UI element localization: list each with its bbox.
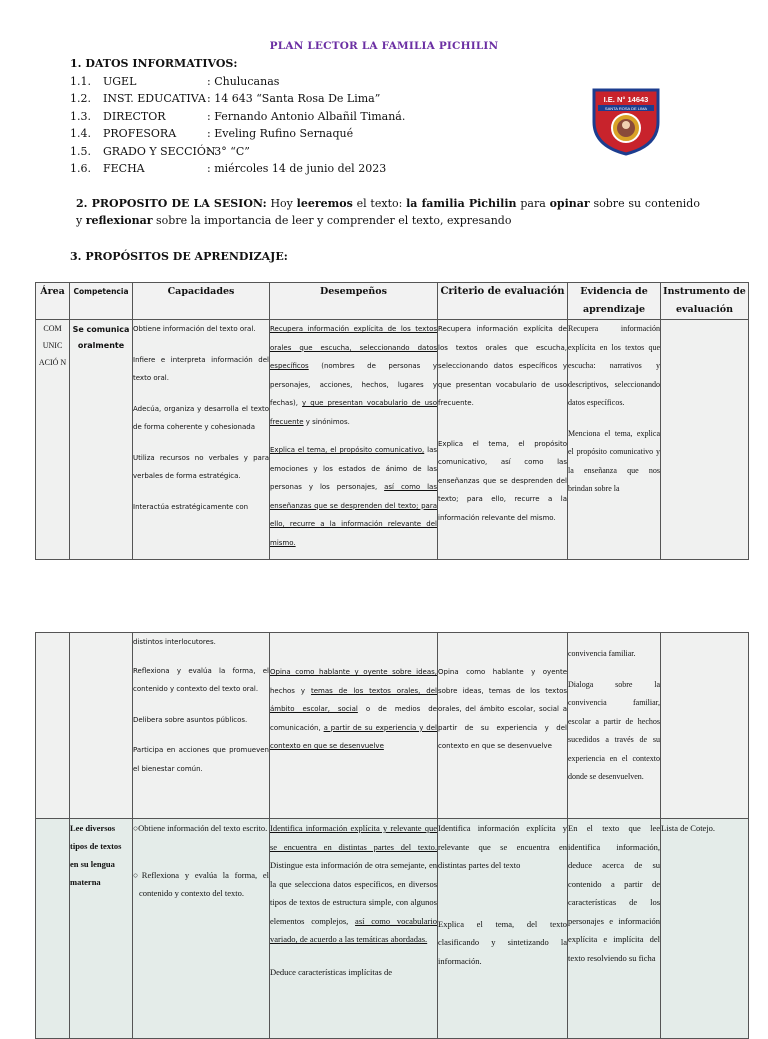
criterio-item: Identifica información explícita y relevante que se encuentra en distintas partes del texto	[438, 823, 567, 870]
logo-subtext: SANTA ROSA DE LIMA	[604, 106, 648, 111]
info-key: GRADO Y SECCIÓN	[103, 144, 216, 158]
info-number: 1.3.	[70, 109, 91, 123]
capacidad-item: Reflexiona y evalúa la forma, el contenido y contexto del texto oral.	[133, 666, 269, 693]
logo-text: I.E. N° 14643	[603, 95, 649, 104]
proposito-text: sobre la importancia de leer y comprender el texto, expresando	[152, 214, 512, 227]
proposito-bold: reflexionar	[85, 214, 153, 227]
header-area: Área	[36, 283, 70, 320]
info-key: INST. EDUCATIVA	[103, 92, 206, 106]
info-row	[70, 143, 405, 160]
header-desempenos: Desempeños	[270, 283, 438, 320]
cell-area	[36, 819, 70, 1039]
cell-competencia	[70, 633, 133, 819]
desempeno-underlined: así como las enseñanzas que se desprenden del texto; para ello, recurre a la información relevante del mismo.	[270, 483, 437, 547]
capacidad-item	[133, 866, 269, 903]
info-value: : Fernando Antonio Albañil Timaná.	[207, 109, 406, 123]
evidencia-item: Menciona el tema, explica el propósito comunicativo y la enseñanza que nos brindan sobre la	[568, 428, 660, 493]
capacidad-item: distintos interlocutores.	[133, 638, 216, 646]
criterio-item: Recupera información explícita de los textos orales que escucha, seleccionando datos específicos y que presentan vocabulario de uso frecuente.	[438, 325, 567, 407]
capacidad-item: Obtiene información del texto oral.	[133, 325, 256, 333]
evidencia-item: convivencia familiar.	[568, 649, 636, 658]
proposito-bold: opinar	[549, 197, 590, 210]
criterio-item: Explica el tema, el propósito comunicativo, así como las enseñanzas que se desprenden del texto; para ello, recurre a la información relevante del mismo.	[438, 439, 567, 522]
header-criterio: Criterio de evaluación	[438, 283, 568, 320]
cell-instrumento	[661, 633, 749, 819]
table-row	[36, 633, 749, 819]
proposito-text: el texto:	[352, 197, 407, 210]
info-value: : Eveling Rufino Sernaqué	[207, 127, 354, 141]
info-row	[70, 90, 405, 107]
capacidad-item: Adecúa, organiza y desarrolla el texto de forma coherente y cohesionada	[133, 404, 269, 431]
cell-criterio	[438, 819, 568, 1039]
info-row	[70, 108, 405, 125]
cell-desempenos	[270, 320, 438, 560]
proposito-bold: la familia Pichilin	[406, 197, 517, 210]
desempeno-text: Distingue esta información de otra semejante, en la que selecciona datos específicos, en diversos tipos de textos de estructura simple, con algunos elementos complejos,	[270, 860, 437, 926]
evidencia-item: Dialoga sobre la convivencia familiar, escolar a partir de hechos sucedidos a través de su experiencia en el contexto donde se desenvuelven.	[568, 679, 660, 781]
desempeno-underlined: a partir de su experiencia y del contexto en que se desenvuelve	[270, 723, 437, 750]
cell-evidencia	[568, 633, 661, 819]
info-key: FECHA	[103, 162, 145, 176]
desempeno-text: (nombres de personas y personajes, acciones, hechos, lugares y fechas),	[270, 362, 437, 407]
cell-desempenos	[270, 819, 438, 1039]
capacidad-text: Reflexiona y evalúa la forma, el contenido y contexto del texto.	[139, 869, 269, 898]
info-number: 1.5.	[70, 144, 91, 158]
proposito-text: sobre su contenido y	[76, 197, 700, 227]
header-capacidades: Capacidades	[133, 283, 270, 320]
header-evidencia: Evidencia de aprendizaje	[568, 283, 661, 320]
desempeno-underlined: Identifica información explícita y relevante que se encuentra en distintas partes del texto.	[270, 823, 437, 852]
info-number: 1.6.	[70, 162, 91, 176]
capacidad-item: Interactúa estratégicamente con	[133, 502, 249, 511]
info-number: 1.2.	[70, 92, 91, 106]
criterio-item: Explica el tema, del texto clasificando y sintetizando la información.	[438, 918, 567, 966]
cell-instrumento	[661, 320, 749, 560]
proposito-text: para	[516, 197, 550, 210]
header-competencia: Competencia	[70, 283, 133, 320]
header-instrumento: Instrumento de evaluación	[661, 283, 749, 320]
desempeno-underlined: temas de los textos orales, del ámbito escolar, social	[270, 686, 437, 713]
capacidad-text: Obtiene información del texto escrito.	[138, 823, 268, 833]
desempeno-text: Deduce características implícitas de	[270, 966, 393, 977]
desempeno-text: las emociones y los estados de ánimo de las personas y los personajes,	[270, 446, 438, 491]
info-row	[70, 160, 405, 177]
desempeno-underlined: y que presentan vocabulario de uso frecuente	[270, 399, 437, 426]
cell-area: COM UNIC ACIÓ N	[36, 320, 70, 560]
cell-evidencia	[568, 819, 661, 1039]
table-row	[36, 819, 749, 1039]
section-propositos-heading: 3. PROPÓSITOS DE APRENDIZAJE:	[70, 250, 288, 263]
table-row	[36, 320, 749, 560]
cell-capacidades	[133, 633, 270, 819]
bullet-icon: ○	[133, 869, 142, 880]
cell-competencia: Se comunica oralmente	[70, 320, 133, 560]
cell-competencia: Lee diversos tipos de textos en su lengua materna	[70, 819, 133, 1039]
desempeno-underlined: Recupera información explícita de los textos orales que escucha, seleccionando datos específicos	[270, 325, 437, 370]
section-datos-heading: 1. DATOS INFORMATIVOS:	[70, 57, 238, 70]
learning-table-2	[35, 632, 749, 1039]
info-key: UGEL	[103, 75, 137, 88]
info-value: : Chulucanas	[207, 75, 280, 88]
school-logo	[590, 84, 662, 156]
capacidad-item: Infiere e interpreta información del texto oral.	[133, 355, 269, 382]
desempeno-underlined: Explica el tema, el propósito comunicativo,	[270, 446, 425, 454]
info-value: : miércoles 14 de junio del 2023	[207, 162, 387, 176]
desempeno-text: hechos y	[270, 686, 311, 695]
info-value: : 3° “C”	[207, 144, 250, 158]
capacidad-item	[133, 819, 269, 838]
proposito-label: 2. PROPOSITO DE LA SESION:	[76, 197, 267, 210]
proposito-text: Hoy	[266, 197, 297, 210]
desempeno-underlined: Opina como hablante y oyente sobre ideas,	[270, 668, 437, 676]
info-row	[70, 73, 405, 90]
learning-table-1	[35, 282, 749, 560]
table-header-row	[36, 283, 749, 320]
cell-desempenos	[270, 633, 438, 819]
capacidad-item: Participa en acciones que promueven el bienestar común.	[133, 746, 269, 773]
capacidad-item: Utiliza recursos no verbales y para verbales de forma estratégica.	[133, 453, 269, 480]
info-number: 1.1.	[70, 75, 91, 88]
cell-criterio	[438, 633, 568, 819]
document-title: PLAN LECTOR LA FAMILIA PICHILIN	[269, 40, 499, 52]
evidencia-item: Recupera información explícita en los textos que escucha: narrativos y descriptivos, seleccionando datos específicos.	[568, 324, 660, 407]
capacidad-item: Delibera sobre asuntos públicos.	[133, 715, 248, 724]
info-list	[70, 73, 405, 177]
desempeno-underlined: así como vocabulario variado, de acuerdo a las temáticas abordadas.	[270, 915, 438, 944]
info-row	[70, 125, 405, 142]
proposito-paragraph	[76, 195, 700, 229]
desempeno-text: y sinónimos.	[303, 417, 350, 426]
info-key: DIRECTOR	[103, 109, 166, 123]
cell-capacidades	[133, 320, 270, 560]
proposito-bold: leeremos	[296, 197, 353, 210]
bullet-icon: ○	[133, 823, 139, 833]
cell-criterio	[438, 320, 568, 560]
cell-evidencia	[568, 320, 661, 560]
evidencia-item: En el texto que lee identifica información, deduce acerca de su contenido a partir de características de los personajes e información explícita e implícita del texto resolviendo su ficha	[568, 823, 660, 963]
cell-area	[36, 633, 70, 819]
criterio-item: Opina como hablante y oyente sobre ideas, temas de los textos orales, del ámbito escolar, social a partir de su experiencia y del contexto en que se desenvuelve	[438, 668, 567, 750]
cell-capacidades	[133, 819, 270, 1039]
info-number: 1.4.	[70, 127, 91, 141]
info-key: PROFESORA	[103, 127, 177, 141]
desempeno-text: o de medios de comunicación,	[270, 705, 437, 732]
cell-instrumento: Lista de Cotejo.	[661, 819, 749, 1039]
info-value: : 14 643 “Santa Rosa De Lima”	[207, 92, 381, 106]
